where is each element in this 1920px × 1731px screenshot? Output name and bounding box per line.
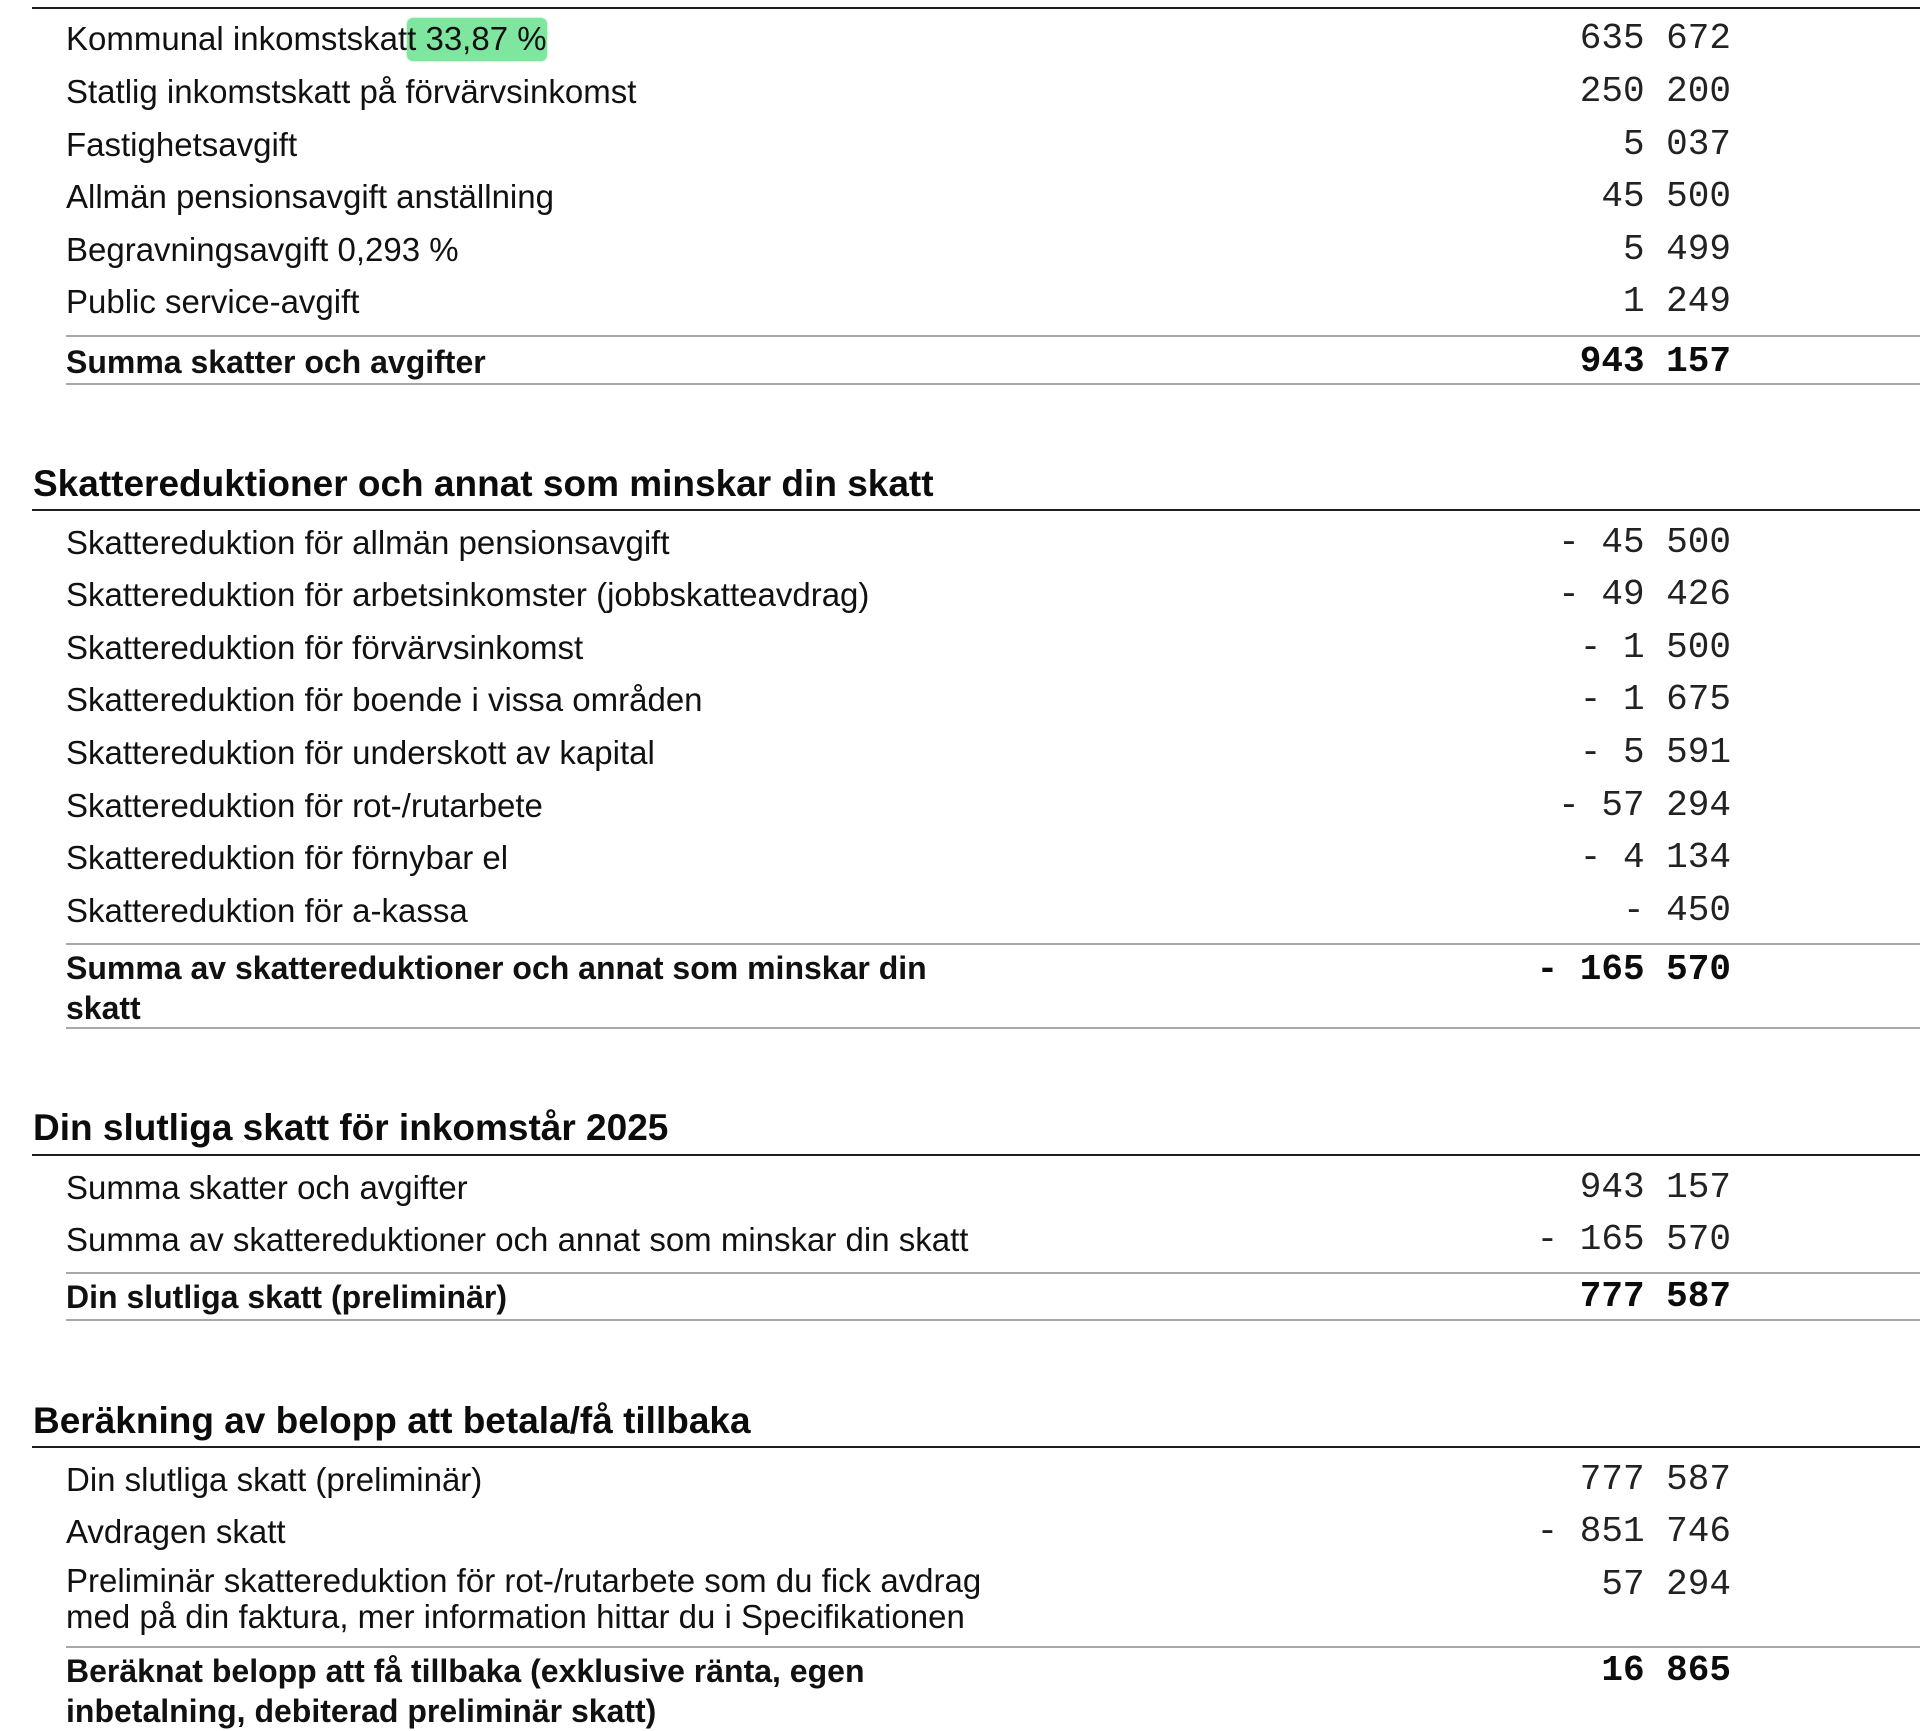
row-label: Allmän pensionsavgift anställning — [66, 178, 554, 215]
row-label: Skattereduktion för förnybar el — [66, 839, 509, 876]
highlighted-rate: t 33,87 % — [407, 18, 546, 61]
row-value: - 1 675 — [1579, 679, 1731, 720]
row-label — [66, 21, 1166, 57]
section-heading-calculation: Beräkning av belopp att betala/få tillbaka — [33, 1400, 751, 1441]
row-value: 943 157 — [1579, 1167, 1731, 1208]
row-label: Din slutliga skatt (preliminär) — [66, 1461, 483, 1498]
row-label: Summa skatter och avgifter — [66, 1169, 468, 1206]
row-value: 5 037 — [1622, 124, 1731, 165]
row-label: Skattereduktion för a-kassa — [66, 892, 468, 929]
total-label: Din slutliga skatt (preliminär) — [66, 1279, 507, 1315]
row-label: Public service-avgift — [66, 283, 360, 320]
row-label: Skattereduktion för rot-/rutarbete — [66, 787, 543, 824]
row-divider — [66, 1027, 1920, 1029]
row-label: Skattereduktion för arbetsinkomster (jobbskatteavdrag) — [66, 576, 870, 613]
total-value: 943 157 — [1579, 341, 1731, 382]
row-value: 45 500 — [1601, 176, 1731, 217]
total-label: Summa av skattereduktioner och annat som minskar din skatt — [66, 950, 927, 1026]
row-divider — [66, 1646, 1920, 1648]
row-label: Skattereduktion för allmän pensionsavgift — [66, 524, 670, 561]
total-label: Summa skatter och avgifter — [66, 344, 486, 380]
row-label: Preliminär skattereduktion för rot-/rutarbete som du fick avdrag med på din faktura, mer information hittar du i Specifikationen — [66, 1562, 982, 1635]
row-value: - 5 591 — [1579, 732, 1731, 773]
row-divider — [66, 383, 1920, 385]
row-value: - 57 294 — [1558, 785, 1731, 826]
row-value: 1 249 — [1622, 281, 1731, 322]
row-label: Avdragen skatt — [66, 1513, 286, 1550]
section-heading-rule — [32, 1446, 1920, 1448]
label-text: Kommunal inkomstskat — [66, 20, 408, 57]
row-divider — [66, 943, 1920, 945]
row-divider — [66, 1272, 1920, 1274]
row-value: - 4 134 — [1579, 837, 1731, 878]
row-value: - 851 746 — [1536, 1511, 1731, 1552]
row-label: Summa av skattereduktioner och annat som minskar din skatt — [66, 1221, 969, 1258]
section-heading-final-tax: Din slutliga skatt för inkomstår 2025 — [33, 1107, 669, 1148]
row-value: 5 499 — [1622, 229, 1731, 270]
row-value: 635 672 — [1579, 18, 1731, 59]
row-value: - 49 426 — [1558, 574, 1731, 615]
row-label: Fastighetsavgift — [66, 126, 298, 163]
row-label: Begravningsavgift 0,293 % — [66, 231, 459, 268]
total-label: Beräknat belopp att få tillbaka (exklusive ränta, egen inbetalning, debiterad preliminär skatt) — [66, 1653, 865, 1729]
row-value: - 1 500 — [1579, 627, 1731, 668]
section-heading-rule — [32, 7, 1920, 9]
row-divider — [66, 335, 1920, 337]
row-label: Skattereduktion för underskott av kapital — [66, 734, 655, 771]
section-heading-rule — [32, 1154, 1920, 1156]
row-label: Skattereduktion för förvärvsinkomst — [66, 629, 584, 666]
total-value: - 165 570 — [1536, 949, 1731, 990]
row-label: Skattereduktion för boende i vissa områden — [66, 681, 703, 718]
section-heading-rule — [32, 509, 1920, 511]
row-label: Statlig inkomstskatt på förvärvsinkomst — [66, 73, 637, 110]
row-value: 250 200 — [1579, 71, 1731, 112]
row-value: 777 587 — [1579, 1459, 1731, 1500]
total-value: 777 587 — [1579, 1276, 1731, 1317]
row-value: - 165 570 — [1536, 1219, 1731, 1260]
row-value: - 450 — [1622, 890, 1731, 931]
total-value: 16 865 — [1601, 1650, 1731, 1691]
row-value: - 45 500 — [1558, 522, 1731, 563]
row-divider — [66, 1319, 1920, 1321]
row-value: 57 294 — [1601, 1564, 1731, 1605]
section-heading-reductions: Skattereduktioner och annat som minskar din skatt — [33, 463, 934, 504]
